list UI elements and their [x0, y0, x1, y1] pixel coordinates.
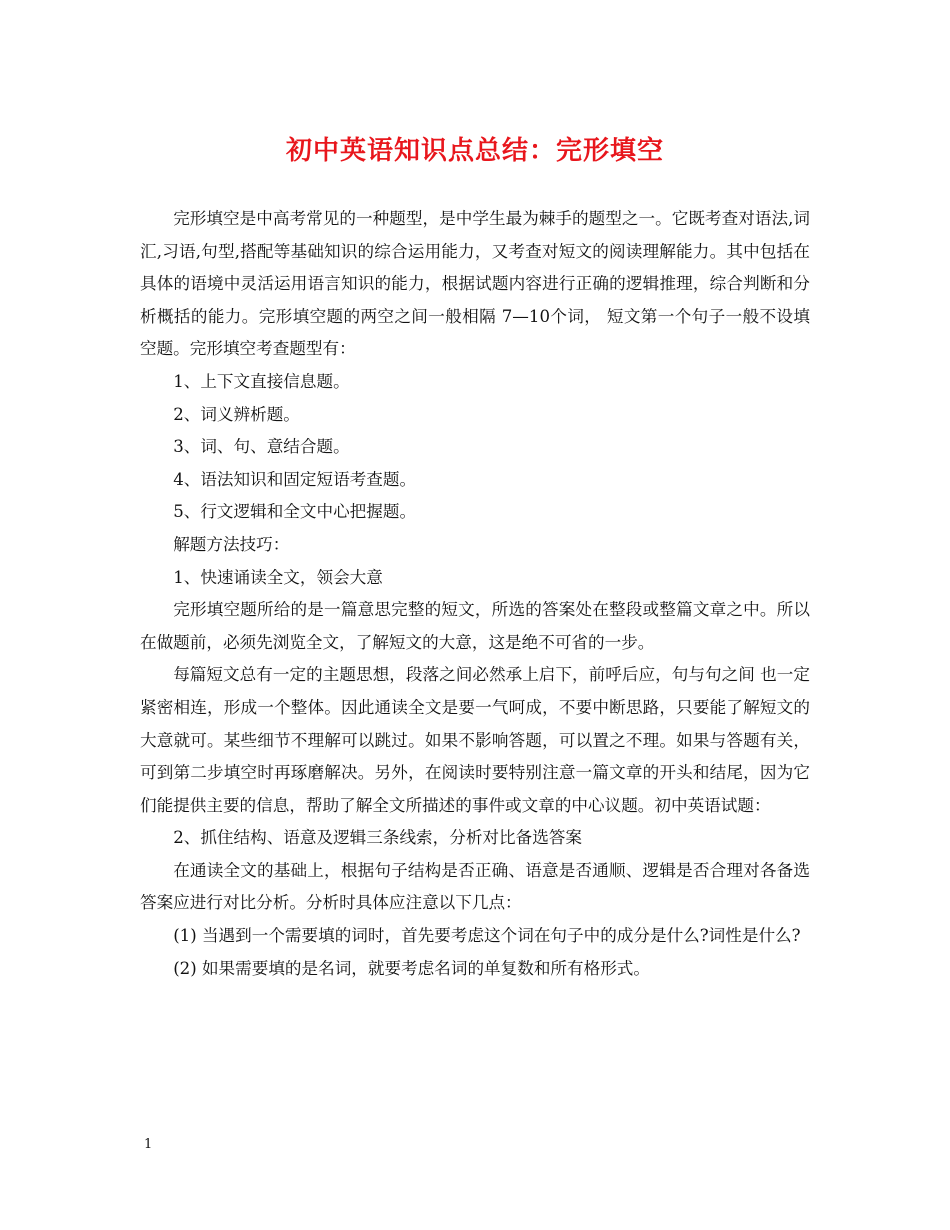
document-title: 初中英语知识点总结：完形填空: [285, 136, 664, 166]
method-heading-1: 1、快速诵读全文，领会大意: [173, 567, 383, 587]
list-item-5: 5、行文逻辑和全文中心把握题。: [173, 502, 417, 522]
list-item-3: 3、词、句、意结合题。: [173, 437, 350, 457]
page-number: 1: [144, 1137, 153, 1152]
list-item-4: 4、语法知识和固定短语考查题。: [173, 469, 417, 489]
point-2: (2) 如果需要填的是名词，就要考虑名词的单复数和所有格形式。: [173, 958, 650, 978]
paragraph-method-1a: 完形填空题所给的是一篇意思完整的短文，所选的答案处在整段或整篇文章之中。所以在做题前，必须先浏览全文，了解短文的大意，这是绝不可省的一步。: [140, 600, 810, 652]
paragraph-method-1b: 每篇短文总有一定的主题思想，段落之间必然承上启下，前呼后应，句与句之间 也一定紧密相连，形成一个整体。因此通读全文是要一气呵成，不要中断思路，只要能了解短文的大意就可。某些细节不理解可以跳过。如果不影响答题，可以置之不理。如果与答题有关，可到第二步填空时再琢磨解决。另外，在阅读时要特别注意一篇文章的开头和结尾，因为它们能提供主要的信息，帮助了解全文所描述的事件或文章的中心议题。初中英语试题：: [140, 665, 810, 815]
point-1: (1) 当遇到一个需要填的词时，首先要考虑这个词在句子中的成分是什么?词性是什么?: [173, 926, 801, 946]
list-item-2: 2、词义辨析题。: [173, 404, 300, 424]
section-heading-methods: 解题方法技巧：: [173, 534, 290, 554]
paragraph-method-2: 在通读全文的基础上，根据句子结构是否正确、语意是否通顺、逻辑是否合理对各备选答案应进行对比分析。分析时具体应注意以下几点：: [140, 860, 810, 913]
method-heading-2: 2、抓住结构、语意及逻辑三条线索，分析对比备选答案: [173, 828, 582, 848]
paragraph-intro: 完形填空是中高考常见的一种题型，是中学生最为棘手的题型之一。它既考查对语法,词汇,习语,句型,搭配等基础知识的综合运用能力，又考查对短文的阅读理解能力。其中包括在具体的语境中灵活运用语言知识的能力，根据试题内容进行正确的逻辑推理，综合判断和分析概括的能力。完形填空题的两空之间一般相隔 7—10个词， 短文第一个句子一般不设填空题。完形填空考查题型有：: [140, 209, 810, 359]
document-body: [140, 203, 810, 985]
list-item-1: 1、上下文直接信息题。: [173, 371, 350, 391]
